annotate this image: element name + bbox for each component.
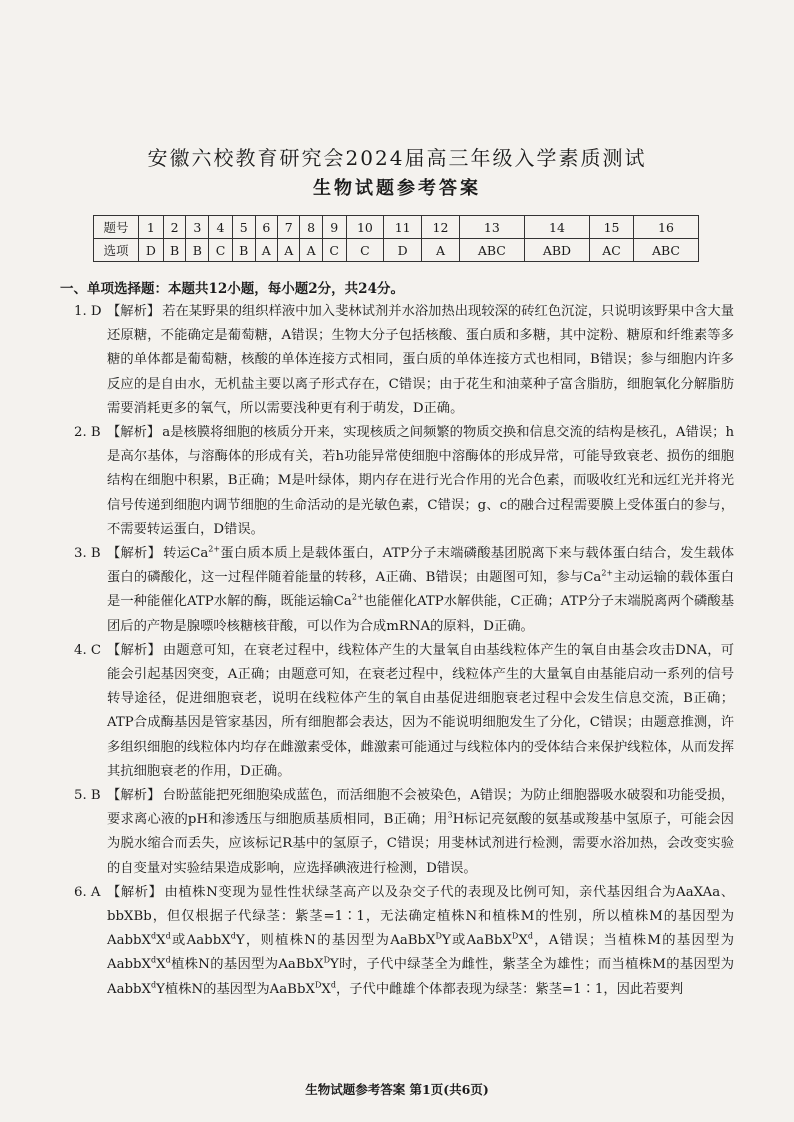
answer-option-cell: ABC: [633, 239, 698, 262]
question-number-cell: 4: [209, 216, 233, 239]
question-number-cell: 8: [300, 216, 322, 239]
analysis-text: Y，则植株N的基因型为AaBbX: [235, 933, 436, 949]
row-label-number: 题号: [94, 216, 139, 239]
analysis-list: [74, 300, 734, 1002]
section-heading: 一、单项选择题：本题共12小题，每小题2分，共24分。: [60, 281, 404, 297]
question-number-cell: 1: [139, 216, 164, 239]
analysis-text: 转运Ca: [163, 546, 209, 562]
answer-option-cell: C: [346, 239, 384, 262]
analysis-text: Y植株N的基因型为AaBbX: [156, 981, 315, 997]
analysis-item: [74, 421, 734, 542]
analysis-text: 若在某野果的组织样液中加入斐林试剂并水浴加热出现较深的砖红色沉淀，只说明该野果中含大量还原糖，不能确定是葡萄糖，A错误；生物大分子包括核酸、蛋白质和多糖，其中淀粉、糖原和纤维素等多糖的单体都是葡萄糖，核酸的单体连接方式相同，蛋白质的单体连接方式也相同，B错误；参与细胞内许多反应的是自由水，无机盐主要以离子形式存在，C错误；由于花生和油菜种子富含脂肪，细胞氧化分解脂肪需要消耗更多的氧气，所以需要浅种更有利于萌发，D正确。: [107, 304, 735, 416]
superscript: d: [330, 980, 336, 990]
superscript: D: [435, 931, 442, 941]
page-title: 安徽六校教育研究会2024届高三年级入学素质测试: [147, 146, 647, 170]
analysis-text: X: [156, 933, 166, 949]
superscript: D: [511, 931, 519, 941]
analysis-item: [74, 542, 734, 639]
superscript: 2+: [208, 544, 221, 554]
analysis-text: 也能催化ATP水解供能，C正确；ATP分子末端脱离两个磷酸基团后的产物是腺嘌呤核糖核苷酸，可以作为合成mRNA的原料，D正确。: [107, 594, 734, 634]
analysis-text: ，A错误；当植株M的基因型为AabbX: [107, 933, 734, 973]
answer-table-number-row: [94, 216, 699, 239]
question-number-cell: 11: [384, 216, 422, 239]
analysis-text: ，子代中雌雄个体都表现为绿茎：紫茎=1∶1，因此若要判: [335, 981, 684, 997]
analysis-text: 台盼蓝能把死细胞染成蓝色，而活细胞不会被染色，A错误；为防止细胞器吸水破裂和功能受损，要求离心液的pH和渗透压与细胞质基质相同，B正确；用: [107, 788, 734, 828]
question-number-cell: 9: [322, 216, 346, 239]
analysis-text: 由题意可知，在衰老过程中，线粒体产生的大量氧自由基线粒体产生的氧自由基会攻击DNA，可能会引起基因突变，A正确；由题意可知，在衰老过程中，线粒体产生的大量氧自由基能启动一系列的信号转导途径，促进细胞衰老，说明在线粒体产生的氧自由基促进细胞衰老过程中会发生信息交流，B正确；ATP合成酶基因是管家基因，所有细胞都会表达，因为不能说明细胞发生了分化，C错误；由题意推测，许多组织细胞的线粒体内均存在雌激素受体，雌激素可能通过与线粒体内的受体结合来保护线粒体，从而发挥其抗细胞衰老的作用，D正确。: [107, 642, 734, 779]
question-number-cell: 7: [278, 216, 300, 239]
question-number-cell: 2: [163, 216, 186, 239]
answer-table: [93, 215, 699, 262]
analysis-text: 主动运输的载体蛋白是一种能催化ATP水解的酶，既能运输Ca: [107, 570, 735, 610]
question-number-cell: 3: [186, 216, 209, 239]
superscript: d: [165, 931, 171, 941]
superscript: d: [151, 980, 157, 990]
row-label-option: 选项: [94, 239, 139, 262]
answer-option-cell: B: [163, 239, 186, 262]
question-number-cell: 15: [590, 216, 634, 239]
question-number-cell: 14: [524, 216, 589, 239]
question-number-cell: 12: [422, 216, 460, 239]
superscript: d: [151, 956, 157, 966]
item-number: 1. D: [74, 304, 102, 319]
superscript: D: [323, 956, 331, 966]
page-subtitle: 生物试题参考答案: [313, 178, 481, 199]
answer-option-cell: A: [422, 239, 460, 262]
analysis-text: H标记亮氨酸的氨基或羧基中氢原子，可能会因为脱水缩合而丢失，应该标记R基中的氢原子，C错误；用斐林试剂进行检测，需要水浴加热，会改变实验的自变量对实验结果造成影响，应选择碘液进行检测，D错误。: [107, 812, 734, 876]
answer-option-cell: A: [255, 239, 277, 262]
answer-option-cell: A: [278, 239, 300, 262]
question-number-cell: 16: [633, 216, 698, 239]
answer-option-cell: B: [232, 239, 255, 262]
superscript: d: [230, 931, 236, 941]
answer-option-cell: B: [186, 239, 209, 262]
analysis-text: X: [321, 981, 331, 997]
item-number: 4. C: [74, 642, 102, 658]
analysis-item: [74, 639, 734, 784]
item-number: 3. B: [74, 546, 101, 562]
answer-option-cell: AC: [590, 239, 634, 262]
analysis-text: a是核膜将细胞的核质分开来，实现核质之间频繁的物质交换和信息交流的结构是核孔，A错误；h是高尔基体，与溶酶体的形成有关，若h功能异常使细胞中溶酶体的形成异常，可能导致衰老、损伤的细胞结构在细胞中积累，B正确；M是叶绿体，期内存在进行光合作用的光合色素，而吸收红光和远红光并将光信号传递到细胞内调节细胞的生命活动的是光敏色素，C错误；g、c的融合过程需要膜上受体蛋白的参与，不需要转运蛋白，D错误。: [107, 425, 735, 537]
question-number-cell: 5: [232, 216, 255, 239]
analysis-text: 植株N的基因型为AaBbX: [170, 957, 324, 973]
answer-option-cell: ABD: [524, 239, 589, 262]
question-number-cell: 10: [346, 216, 384, 239]
answer-option-cell: C: [322, 239, 346, 262]
page-footer: 生物试题参考答案 第1页(共6页): [305, 1082, 489, 1097]
analysis-tag: 【解析】: [107, 884, 163, 900]
analysis-text: X: [518, 933, 528, 949]
superscript: d: [165, 956, 171, 966]
analysis-item: [74, 300, 734, 421]
item-number: 5. B: [74, 788, 101, 804]
analysis-text: Y时，子代中绿茎全为雌性，紫茎全为雄性；而当植株M的基因型为AabbX: [107, 957, 734, 997]
answer-option-cell: C: [209, 239, 233, 262]
analysis-text: 蛋白质本质上是载体蛋白，ATP分子末端磷酸基团脱离下来与载体蛋白结合，发生载体蛋白的磷酸化，这一过程伴随着能量的转移，A正确、B错误；由题图可知，参与Ca: [107, 546, 735, 586]
analysis-text: 由植株N变现为显性性状绿茎高产以及杂交子代的表现及比例可知，亲代基因组合为AaXAa、bbXBb，但仅根据子代绿茎：紫茎=1∶1，无法确定植株N和植株M的性别，所以植株M的基因型为AabbX: [107, 884, 735, 949]
analysis-item: [74, 881, 734, 1002]
analysis-tag: 【解析】: [107, 425, 161, 441]
superscript: 3: [447, 810, 453, 820]
answer-table-option-row: [94, 239, 699, 262]
analysis-tag: 【解析】: [107, 788, 161, 804]
answer-option-cell: ABC: [459, 239, 524, 262]
item-number: 2. B: [74, 425, 101, 441]
analysis-tag: 【解析】: [107, 642, 161, 658]
analysis-text: X: [156, 957, 166, 973]
question-number-cell: 13: [459, 216, 524, 239]
analysis-text: Y或AaBbX: [441, 933, 512, 949]
question-number-cell: 6: [255, 216, 277, 239]
answer-option-cell: D: [139, 239, 164, 262]
superscript: D: [314, 980, 322, 990]
analysis-tag: 【解析】: [107, 304, 161, 319]
item-number: 6. A: [74, 884, 101, 900]
superscript: d: [527, 931, 533, 941]
analysis-tag: 【解析】: [107, 546, 162, 562]
answer-option-cell: A: [300, 239, 322, 262]
superscript: 2+: [601, 568, 614, 578]
analysis-item: [74, 784, 734, 881]
superscript: 2+: [351, 593, 364, 603]
answer-option-cell: D: [384, 239, 422, 262]
superscript: d: [151, 931, 157, 941]
analysis-text: 或AabbX: [170, 933, 231, 949]
